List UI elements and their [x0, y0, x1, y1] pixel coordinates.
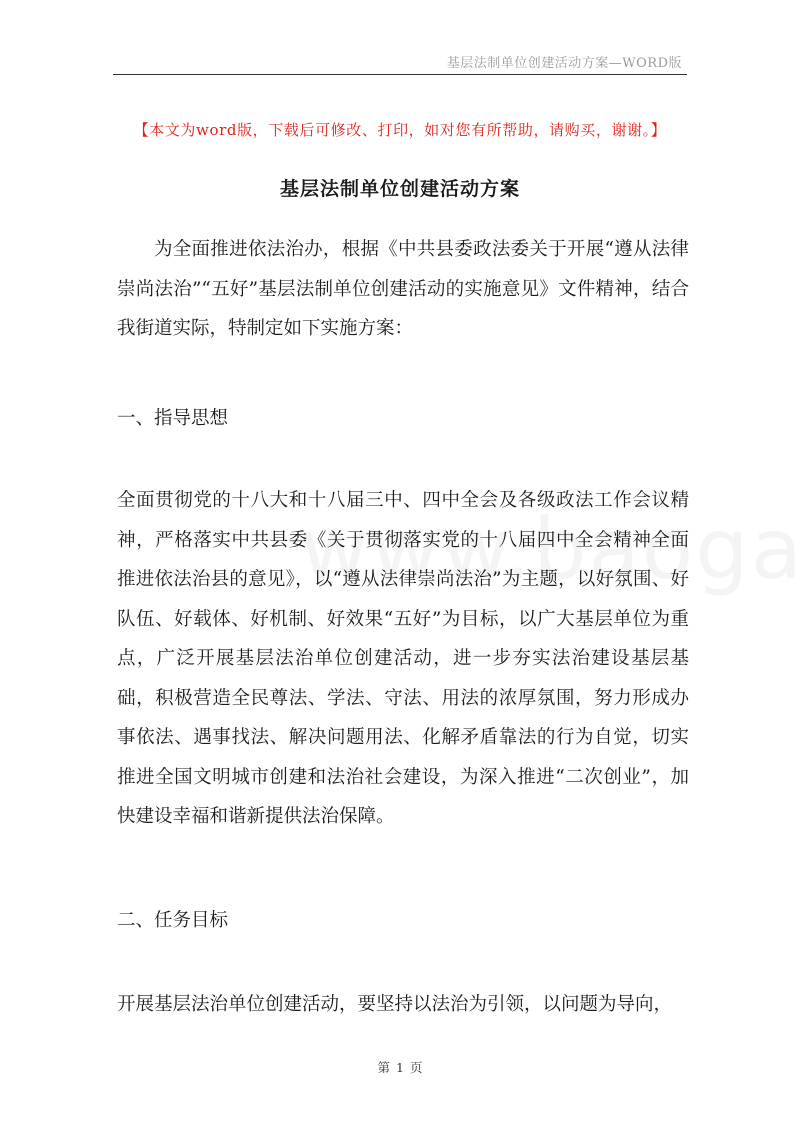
section-heading-guiding-ideology: 一、指导思想	[117, 408, 229, 429]
page-prefix: 第	[377, 1060, 391, 1075]
section-body-task-goals: 开展基层法治单位创建活动，要坚持以法治为引领，以问题为导向，	[117, 994, 673, 1015]
intro-paragraph: 为全面推进依法治办，根据《中共县委政法委关于开展“遵从法律崇尚法治”“五好”基层法制单位创建活动的实施意见》文件精神，结合我街道实际，特制定如下实施方案：	[117, 239, 689, 339]
purchase-notice: 【本文为word版，下载后可修改、打印，如对您有所帮助，请购买，谢谢。】	[133, 121, 667, 139]
header-divider	[113, 74, 687, 75]
section-heading-task-goals: 二、任务目标	[117, 910, 229, 931]
page-footer	[0, 1058, 800, 1076]
section-body-guiding-ideology: 全面贯彻党的十八大和十八届三中、四中全会及各级政法工作会议精神，严格落实中共县委《关于贯彻落实党的十八届四中全会精神全面推进依法治县的意见》，以“遵从法律崇尚法治”为主题，以好氛围、好队伍、好载体、好机制、好效果“五好”为目标，以广大基层单位为重点，广泛开展基层法治单位创建活动，进一步夯实法治建设基层基础，积极营造全民尊法、学法、守法、用法的浓厚氛围，努力形成办事依法、遇事找法、解决问题用法、化解矛盾靠法的行为自觉，切实推进全国文明城市创建和法治社会建设，为深入推进“二次创业”，加快建设幸福和谐新提供法治保障。	[117, 490, 689, 827]
page-number: 1	[396, 1060, 404, 1075]
document-title: 基层法制单位创建活动方案	[279, 178, 520, 200]
page-suffix: 页	[409, 1060, 423, 1075]
running-header: 基层法制单位创建活动方案—WORD版	[446, 56, 682, 71]
